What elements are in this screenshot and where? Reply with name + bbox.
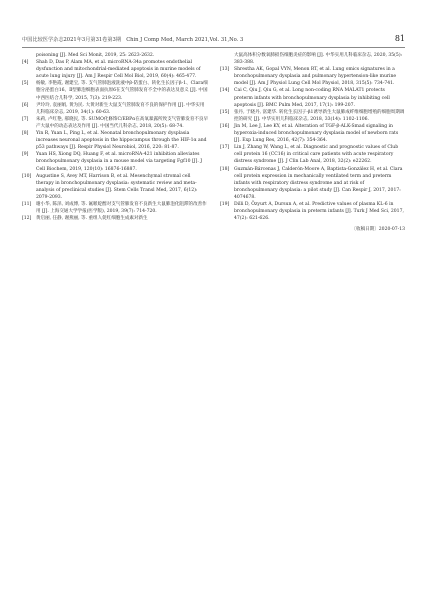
reference-item: [22, 102, 208, 116]
reference-text: 张丹, 于晓丹, 富建华. 转化生长因子-β1诱导新生大鼠肺成纤维细胞增殖的细胞周期调控的研究 [J]. 中华实用儿科临床杂志, 2018, 33(14): 1102-1106.: [234, 109, 405, 122]
reference-text: 黄启丽, 任静, 谢燕丽, 等. 重组人促红细胞生成素对新生: [36, 216, 148, 222]
journal-header: 中国比较医学杂志2021年3月第31卷第3期 Chin J Comp Med, March 2021,Vol. 31,No. 3: [22, 37, 244, 43]
page-number: 81: [394, 34, 405, 43]
reference-number: [19]: [220, 201, 230, 207]
reference-text: Cai C, Qiu J, Qiu G, et al. Long non-coding RNA MALAT1 protects preterm infants with bronchopulmonary dysplasia by inhibiting cell apoptosis [J]. BMC Pulm Med, 2017, 17(1): 199-207.: [234, 88, 390, 108]
reference-text: Yin R, Yuan L, Ping L, et al. Neonatal bronchopulmonary dysplasia increases neuronal apoptosis in the hippocampus through the HIF-1α and p53 pathways [J]. Respir Physiol Neurobiol, 2016, 220: 81-87.: [36, 131, 207, 151]
reference-item: [220, 166, 405, 201]
reference-number: [13]: [220, 67, 230, 73]
reference-text: 尹玲玲, 袁丽娟, 黄为民. 大黄对新生大鼠支气管肺发育不良的保护作用 [J]. 中华实用儿科临床杂志, 2019, 34(1): 60-63.: [36, 102, 205, 115]
reference-list-left: [22, 59, 208, 222]
reference-text: Shrestha AK, Gopal VYN, Menon RT, et al. Lung omics signatures in a bronchopulmonary dysplasia and pulmonary hypertension-like murine model [J]. Am J Physiol Lung Cell Mol Physiol, 2018, 315(5): 734-741.: [234, 67, 397, 87]
reference-number: [16]: [220, 123, 230, 129]
reference-item: [22, 116, 208, 130]
reference-number: [8]: [22, 131, 29, 137]
reference-text: Dilli D, Özyurt A, Dursun A, et al. Predictive values of plasma KL-6 in bronchopulmonary dysplasia in preterm infants [J]. Turk J Med Sci, 2017, 47(2): 621-626.: [234, 201, 404, 222]
reference-text: Guzmán-Bárcenas J, Calderón-Moore A, Baptista-González H, et al. Clara cell protein expression in mechanically ventilated term and preterm infants with respiratory distress syndrome and at risk of bronchopulmonary dysplasia: a pilot study [J]. Can Respir J, 2017, 2017: 4074678.: [234, 166, 403, 200]
reference-item: [22, 151, 208, 172]
reference-number: [9]: [22, 152, 29, 158]
reference-list-right: [220, 66, 405, 222]
reference-number: [17]: [220, 145, 230, 151]
reference-number: [12]: [22, 216, 32, 222]
reference-text: Lin J, Zhang W, Wang L, et al. Diagnostic and prognostic values of Club cell protein 16 (CC16) in critical care patients with acute respiratory distress syndrome [J]. J Clin Lab Anal, 2018, 32(2): e22262.: [234, 145, 399, 165]
reference-item: [220, 144, 405, 165]
reference-item: [220, 87, 405, 108]
reference-text: Shah D, Das P, Alam MA, et al. microRNA-34a promotes endothelial dysfunction and mitochondrial-mediated apoptosis in murine models of acute lung injury [J]. Am J Respir Cell Mol Biol, 2019, 60(4): 465-477.: [36, 60, 201, 80]
reference-item: [22, 215, 208, 222]
reference-number: [14]: [220, 88, 230, 94]
reference-continuation: 大鼠高体积分数氧肺损伤细胞炎症的影响 [J]. 中华实用儿科临床杂志, 2020, 35(5): 383-388.: [234, 53, 403, 66]
running-header: [22, 34, 405, 43]
reference-number: [4]: [22, 60, 29, 66]
reference-text: 谢小华, 陈泽, 刘成博, 等. 氟哌啶醇对支气管肺发育不良新生大鼠肺泡化阻滞的改善作用 [J]. 上海交通大学学报(医学版), 2019, 39(7): 714-720.: [36, 201, 207, 215]
reference-item: [220, 66, 405, 87]
reference-number: [10]: [22, 173, 32, 179]
reference-item: [220, 201, 405, 222]
reference-number: [7]: [22, 116, 29, 122]
reference-item: [22, 80, 208, 101]
right-column: [220, 52, 405, 233]
reference-number: [11]: [22, 201, 32, 207]
reference-item: [22, 201, 208, 215]
reference-text: 朱莉, 卢红艳, 郝晓民, 等. SUMO化修饰C/EBPα在高氧暴露所致支气管肺发育不良早产大鼠中的动态表达及作用 [J]. 中国当代儿科杂志, 2018, 20(5): 68-74.: [36, 116, 209, 129]
received-date: 〔收稿日期〕2020-07-13: [351, 227, 405, 233]
reference-text: 杨敏, 李艳霞, 谢建宝, 等. 支气管肺泡液洗液中β-防蛋白、转化生长因子β-1、Clara细胞分泌蛋白16、Ⅱ型肺泡细胞表面抗原6在支气管肺发育不全中的表达及意义 [J]. 中国中西医结合儿科学, 2015, 7(3): 219-223.: [36, 81, 208, 101]
reference-number: [18]: [220, 166, 230, 172]
reference-number: [15]: [220, 109, 230, 115]
left-column: [22, 52, 208, 222]
reference-text: Yuan HS, Xiong DQ, Huang F, et al. microRNA-421 inhibition alleviates bronchopulmonary dysplasia in a mouse model via targeting Fgf10 [J]. J Cell Biochem, 2019, 120(10): 16876-16887.: [36, 152, 203, 172]
header-rule: [22, 47, 405, 48]
reference-item: [22, 59, 208, 80]
reference-number: [6]: [22, 102, 29, 108]
reference-item: [220, 123, 405, 144]
reference-continuation: poisoning [J]. Med Sci Monit, 2019, 25: 2623-2632.: [36, 53, 155, 58]
reference-text: Jin M, Lee J, Lee KY, et al. Alteration of TGF-β-ALK-Smad signaling in hyperoxia-induced bronchopulmonary dysplasia model of newborn rats [J]. Exp Lung Res, 2016, 42(7): 354-364.: [234, 123, 399, 144]
reference-text: Augustine S, Avey MT, Harrison B, et al. Mesenchymal stromal cell therapy in bronchopulmonary dysplasia: systematic review and meta-analysis of preclinical studies [J]. Stem Cells Transl Med, 2017, 6(12): 2079-2093.: [36, 173, 198, 200]
reference-number: [5]: [22, 81, 29, 87]
reference-item: [220, 109, 405, 123]
reference-item: [22, 173, 208, 201]
reference-item: [22, 130, 208, 151]
